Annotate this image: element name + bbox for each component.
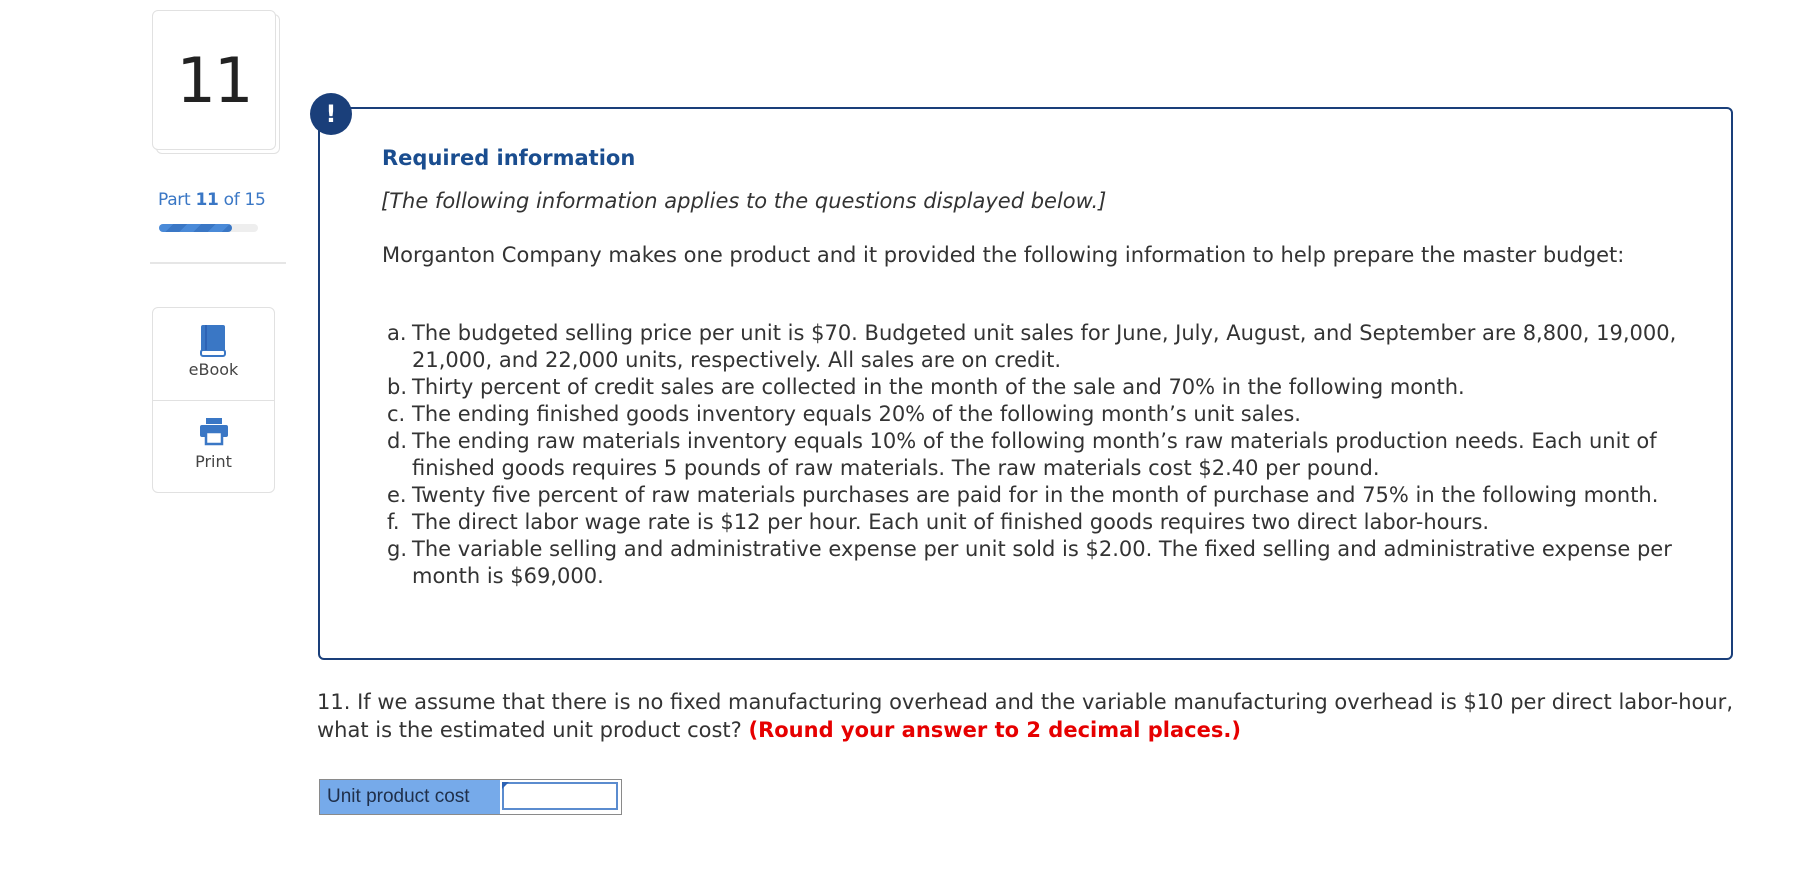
item-letter: e. [387,483,407,507]
info-list [385,320,1685,590]
item-letter: g. [387,537,408,561]
question-number-card [152,10,276,150]
item-text: The variable selling and administrative expense per unit sold is $2.00. The fixed selling and administrative expense per month is $69,000. [412,537,1672,588]
unit-product-cost-input[interactable] [502,782,618,810]
ebook-button[interactable] [153,308,274,401]
list-item [385,374,1685,401]
list-item [385,320,1685,374]
intro-text: Morganton Company makes one product and it provided the following information to help prepare the master budget: [382,243,1625,267]
item-text: The ending raw materials inventory equals 10% of the following month’s raw materials production needs. Each unit of finished goods requires 5 pounds of raw materials. The raw materials cost $2.40 per pound. [412,429,1657,480]
question-text: 11. If we assume that there is no fixed manufacturing overhead and the variable manufacturing overhead is $10 per direct labor-hour, what is the estimated unit product cost? [317,690,1733,742]
print-label: Print [195,452,232,471]
item-text: Twenty five percent of raw materials purchases are paid for in the month of purchase and 75% in the following month. [412,483,1659,507]
item-letter: b. [387,375,408,399]
answer-table [319,779,622,815]
progress-bar [159,224,258,232]
question-number: 11 [176,43,252,117]
part-prefix: Part [158,190,191,210]
unit-product-cost-label: Unit product cost [320,780,500,814]
alert-icon: ! [310,93,352,135]
question-prompt [317,688,1737,744]
list-item [385,401,1685,428]
item-text: Thirty percent of credit sales are collected in the month of the sale and 70% in the following month. [412,375,1465,399]
input-flag-icon [502,782,509,789]
item-letter: f. [387,510,400,534]
part-current: 11 [195,190,219,210]
print-button[interactable] [153,400,274,492]
item-text: The budgeted selling price per unit is $70. Budgeted unit sales for June, July, August, and September are 8,800, 19,000, 21,000, and 22,000 units, respectively. All sales are on credit. [412,321,1677,372]
part-of-total: of 15 [223,190,266,210]
list-item [385,482,1685,509]
list-item [385,428,1685,482]
list-item [385,509,1685,536]
item-letter: c. [387,402,406,426]
item-text: The ending finished goods inventory equals 20% of the following month’s unit sales. [412,402,1301,426]
tools-panel [152,307,275,493]
required-info-title: Required information [382,146,636,170]
ebook-label: eBook [188,360,239,379]
left-divider [150,262,286,264]
item-letter: a. [387,321,407,345]
item-letter: d. [387,429,408,453]
required-info-subtitle: [The following information applies to the questions displayed below.] [381,189,1107,213]
book-icon [199,324,227,358]
part-indicator [158,190,266,210]
list-item [385,536,1685,590]
rounding-hint: (Round your answer to 2 decimal places.) [748,718,1241,742]
printer-icon [199,416,229,446]
item-text: The direct labor wage rate is $12 per hour. Each unit of finished goods requires two direct labor-hours. [412,510,1490,534]
progress-fill [159,224,232,232]
